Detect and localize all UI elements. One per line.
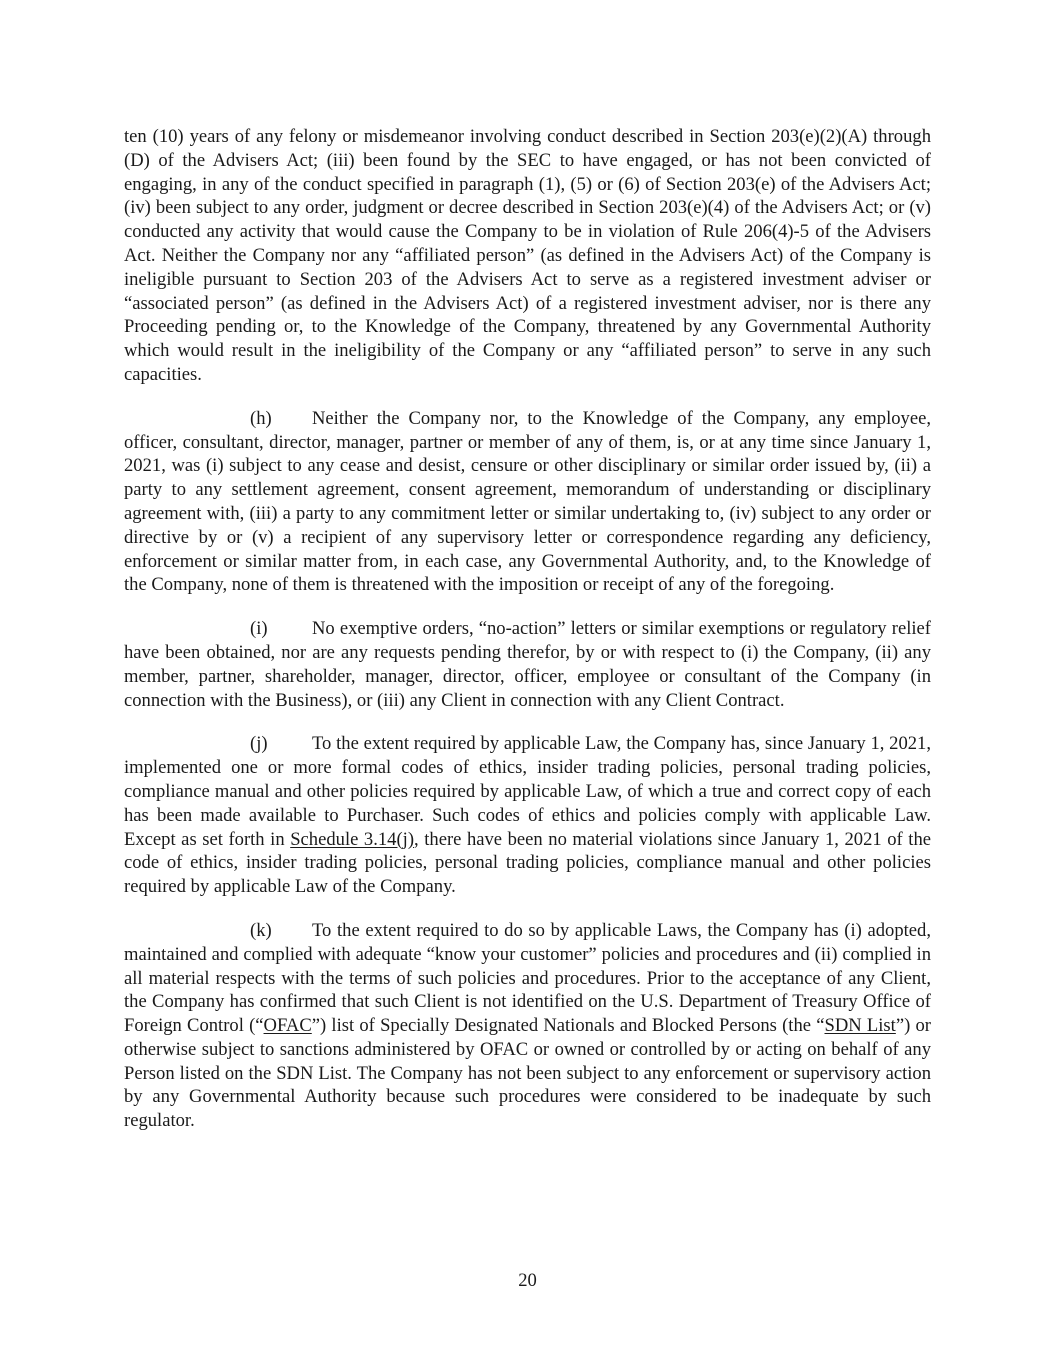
paragraph-label: (j) bbox=[250, 733, 268, 755]
paragraph-k bbox=[124, 919, 931, 1133]
document-body bbox=[124, 125, 931, 1153]
defined-term-ofac: OFAC bbox=[263, 1015, 312, 1037]
paragraph-text: To the extent required by applicable Law, the Company has, since January 1, 2021, implemented one or more formal codes of ethics, insider trading policies, personal trading policies, compliance manual and other policies required by applicable Law, of which a true and correct copy of each has been made available to Purchaser. Such codes of ethics and policies comply with applicable Law. Except as set forth in bbox=[124, 733, 931, 850]
paragraph-j bbox=[124, 732, 931, 899]
paragraph-text: Neither the Company nor, to the Knowledge of the Company, any employee, officer, consultant, director, manager, partner or member of any of them, is, or at any time since January 1, 2021, was (i) subject to any cease and desist, censure or other disciplinary or similar order issued by, (ii) a party to any settlement agreement, consent agreement, memorandum of understanding or disciplinary agreement with, (iii) a party to any commitment letter or similar undertaking to, (iv) subject to any order or directive by or (v) a recipient of any supervisory letter or correspondence regarding any deficiency, enforcement or similar matter from, in each case, any Governmental Authority, and, to the Knowledge of the Company, none of them is threatened with the imposition or receipt of any of the foregoing. bbox=[124, 407, 931, 596]
paragraph-label: (h) bbox=[250, 407, 272, 429]
paragraph-text: ten (10) years of any felony or misdemeanor involving conduct described in Section 203(e)(2)(A) through (D) of the Advisers Act; (iii) been found by the SEC to have engaged, or has not been convicted of engaging, in any of the conduct specified in paragraph (1), (5) or (6) of Section 203(e) of the Advisers Act; (iv) been subject to any order, judgment or decree described in Section 203(e)(4) of the Advisers Act; or (v) conducted any activity that would cause the Company to be in violation of Rule 206(4)-5 of the Advisers Act. Neither the Company nor any “affiliated person” (as defined in the Advisers Act) of the Company is ineligible pursuant to Section 203 of the Advisers Act to serve as a registered investment adviser or “associated person” (as defined in the Advisers Act) of a registered investment adviser, nor is there any Proceeding pending or, to the Knowledge of the Company, threatened by any Governmental Authority which would result in the ineligibility of the Company or any “affiliated person” to serve in any such capacities. bbox=[124, 126, 931, 385]
paragraph-label: (k) bbox=[250, 919, 272, 941]
schedule-reference: Schedule 3.14(j) bbox=[290, 828, 415, 850]
paragraph-text: ”) list of Specially Designated Nationals and Blocked Persons (the “ bbox=[311, 1015, 825, 1037]
paragraph-text: To the extent required to do so by applicable Laws, the Company has (i) adopted, maintained and complied with adequate “know your customer” policies and procedures and (ii) complied in all material respects with the terms of such policies and procedures. Prior to the acceptance of any Client, the Company has confirmed that such Client is not identified on the U.S. Department of Treasury Office of Foreign Control (“ bbox=[124, 919, 931, 1037]
page-number: 20 bbox=[518, 1270, 537, 1291]
paragraph-text: No exemptive orders, “no-action” letters or similar exemptions or regulatory relief have been obtained, nor are any requests pending therefor, by or with respect to (i) the Company, (ii) any member, partner, shareholder, manager, director, officer, employee or consultant of the Company (in connection with the Business), or (iii) any Client in connection with any Client Contract. bbox=[124, 618, 931, 711]
paragraph-i bbox=[124, 617, 931, 712]
defined-term-sdn-list: SDN List bbox=[824, 1015, 896, 1037]
paragraph-text: ”) or otherwise subject to sanctions administered by OFAC or owned or controlled by or acting on behalf of any Person listed on the SDN List. The Company has not been subject to any enforcement or supervisory action by any Governmental Authority because such procedures were considered to be inadequate by such regulator. bbox=[124, 1015, 931, 1132]
paragraph-label: (i) bbox=[250, 618, 268, 640]
paragraph-text: , there have been no material violations since January 1, 2021 of the code of ethics, insider trading policies, personal trading policies, compliance manual and other policies required by applicable Law of the Company. bbox=[124, 828, 931, 898]
paragraph-h bbox=[124, 407, 931, 597]
paragraph-continuation bbox=[124, 125, 931, 387]
